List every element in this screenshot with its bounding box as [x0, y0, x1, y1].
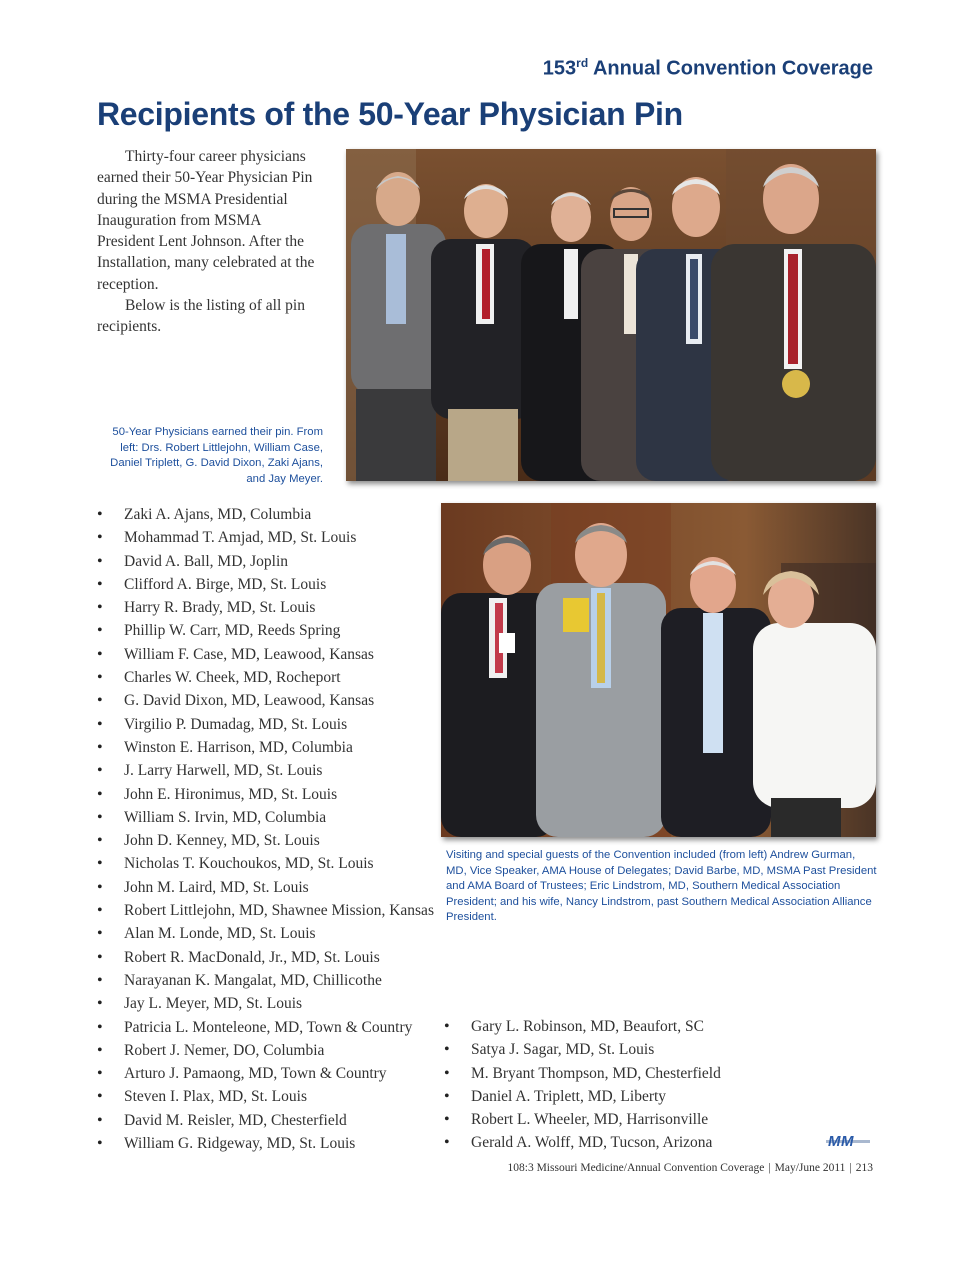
list-item: • Robert R. MacDonald, Jr., MD, St. Louis	[97, 946, 434, 969]
list-item: • John E. Hironimus, MD, St. Louis	[97, 783, 434, 806]
intro-paragraph-2: Below is the listing of all pin recipients.	[97, 297, 305, 336]
page-number: 213	[855, 1162, 873, 1174]
list-item: • Steven I. Plax, MD, St. Louis	[97, 1085, 434, 1108]
list-item: • Clifford A. Birge, MD, St. Louis	[97, 573, 434, 596]
list-item: • Harry R. Brady, MD, St. Louis	[97, 596, 434, 619]
page-footer	[508, 1162, 873, 1174]
list-item: • John M. Laird, MD, St. Louis	[97, 876, 434, 899]
page-title: Recipients of the 50-Year Physician Pin	[97, 96, 683, 132]
group-photo-physicians	[346, 149, 876, 481]
intro-paragraph-1: Thirty-four career physicians earned their 50-Year Physician Pin during the MSMA Presidential Inauguration from MSMA President Lent Johnson. After the Installation, many celebrated at the reception.	[97, 148, 315, 293]
list-item: • M. Bryant Thompson, MD, Chesterfield	[444, 1062, 721, 1085]
list-item: • Patricia L. Monteleone, MD, Town & Country	[97, 1016, 434, 1039]
photo-caption-guests: Visiting and special guests of the Convention included (from left) Andrew Gurman, MD, Vice Speaker, AMA House of Delegates; David Barbe, MD, MSMA Past President and AMA Board of Trustees; Eric Lindstrom, MD, Southern Medical Association President; and his wife, Nancy Lindstrom, past Southern Medical Association Alliance President.	[446, 849, 877, 923]
footer-journal: 108:3 Missouri Medicine/Annual Convention Coverage	[507, 1162, 765, 1174]
list-item: • David A. Ball, MD, Joplin	[97, 550, 434, 573]
list-item: • William G. Ridgeway, MD, St. Louis	[97, 1132, 434, 1155]
section-title-text: Annual Convention Coverage	[588, 57, 873, 80]
list-item: • Winston E. Harrison, MD, Columbia	[97, 736, 434, 759]
intro-text	[97, 146, 317, 338]
list-item: • Alan M. Londe, MD, St. Louis	[97, 922, 434, 945]
list-item: • William F. Case, MD, Leawood, Kansas	[97, 643, 434, 666]
list-item: • Robert Littlejohn, MD, Shawnee Mission, Kansas	[97, 899, 434, 922]
list-item: • Arturo J. Pamaong, MD, Town & Country	[97, 1062, 434, 1085]
footer-date: May/June 2011	[774, 1162, 846, 1174]
footer-separator: |	[849, 1162, 852, 1174]
list-item: • Nicholas T. Kouchoukos, MD, St. Louis	[97, 852, 434, 875]
section-heading	[543, 56, 873, 81]
list-item: • William S. Irvin, MD, Columbia	[97, 806, 434, 829]
recipients-list-left	[97, 503, 434, 1155]
list-item: • J. Larry Harwell, MD, St. Louis	[97, 759, 434, 782]
list-item: • David M. Reisler, MD, Chesterfield	[97, 1109, 434, 1132]
list-item: • Virgilio P. Dumadag, MD, St. Louis	[97, 713, 434, 736]
photo-caption-physicians: 50-Year Physicians earned their pin. From left: Drs. Robert Littlejohn, William Case, Daniel Triplett, G. David Dixon, Zaki Ajans, and Jay Meyer.	[110, 426, 323, 485]
list-item: • Jay L. Meyer, MD, St. Louis	[97, 992, 434, 1015]
section-number: 153	[542, 57, 577, 80]
list-item: • John D. Kenney, MD, St. Louis	[97, 829, 434, 852]
journal-logo: MM	[828, 1133, 854, 1150]
group-photo-physicians-image	[346, 149, 876, 481]
list-item: • Robert J. Nemer, DO, Columbia	[97, 1039, 434, 1062]
section-ordinal: rd	[576, 56, 589, 70]
recipients-list-right	[444, 1015, 721, 1155]
list-item: • Mohammad T. Amjad, MD, St. Louis	[97, 526, 434, 549]
list-item: • Charles W. Cheek, MD, Rocheport	[97, 666, 434, 689]
list-item: • Daniel A. Triplett, MD, Liberty	[444, 1085, 721, 1108]
list-item: • G. David Dixon, MD, Leawood, Kansas	[97, 689, 434, 712]
footer-separator: |	[768, 1162, 771, 1174]
list-item: • Gary L. Robinson, MD, Beaufort, SC	[444, 1015, 721, 1038]
list-item: • Narayanan K. Mangalat, MD, Chillicothe	[97, 969, 434, 992]
list-item: • Phillip W. Carr, MD, Reeds Spring	[97, 619, 434, 642]
list-item: • Satya J. Sagar, MD, St. Louis	[444, 1038, 721, 1061]
list-item: • Zaki A. Ajans, MD, Columbia	[97, 503, 434, 526]
list-item: • Gerald A. Wolff, MD, Tucson, Arizona	[444, 1131, 721, 1154]
list-item: • Robert L. Wheeler, MD, Harrisonville	[444, 1108, 721, 1131]
group-photo-guests	[441, 503, 876, 837]
group-photo-guests-image	[441, 503, 876, 837]
